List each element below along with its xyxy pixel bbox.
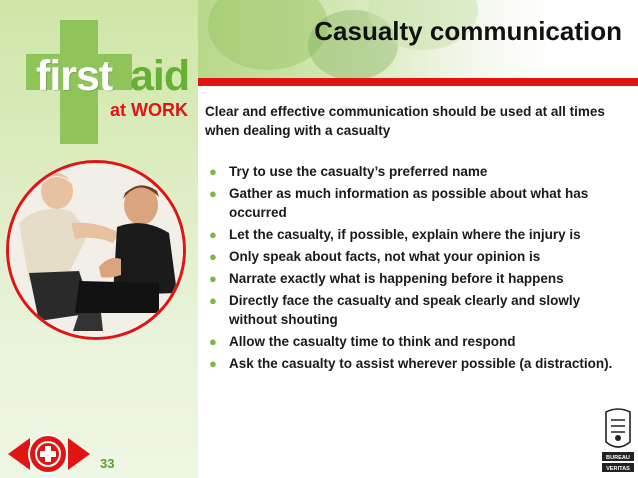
svg-text:VERITAS: VERITAS bbox=[606, 466, 630, 472]
list-item: ● Ask the casualty to assist wherever possible (a distraction). bbox=[209, 356, 613, 371]
photo-illustration bbox=[9, 163, 183, 337]
next-slide-button[interactable] bbox=[68, 438, 90, 470]
bullet-icon: ● bbox=[209, 293, 217, 308]
header-divider bbox=[198, 78, 638, 86]
logo-tagline: at WORK bbox=[110, 100, 188, 120]
bullet-icon: ● bbox=[209, 164, 217, 179]
list-item: ● Gather as much information as possible about what has occurred bbox=[209, 186, 589, 220]
bullet-icon: ● bbox=[209, 186, 217, 201]
intro-text: Clear and effective communication should be used at all times when dealing with a casualty bbox=[205, 104, 605, 138]
list-item: ● Let the casualty, if possible, explain where the injury is bbox=[209, 227, 581, 242]
list-item: ● Try to use the casualty’s preferred name bbox=[209, 164, 488, 179]
bullet-icon: ● bbox=[209, 249, 217, 264]
bureau-logo-text: BUREAU bbox=[606, 455, 630, 461]
bullet-icon: ● bbox=[209, 227, 217, 242]
page-number: 33 bbox=[100, 456, 115, 471]
home-cross-button[interactable] bbox=[28, 434, 68, 474]
casualty-photo bbox=[6, 160, 186, 340]
list-item: ● Only speak about facts, not what your opinion is bbox=[209, 249, 541, 264]
logo-aid-text: aid bbox=[130, 52, 190, 100]
bullet-icon: ● bbox=[209, 334, 217, 349]
bullet-list bbox=[205, 162, 625, 373]
sidebar bbox=[0, 0, 198, 478]
slide-title: Casualty communication bbox=[314, 16, 622, 46]
list-item: ● Directly face the casualty and speak clearly and slowly without shouting bbox=[209, 293, 581, 327]
slide-navigation bbox=[8, 434, 90, 474]
slide-content bbox=[205, 102, 625, 376]
bullet-icon: ● bbox=[209, 271, 217, 286]
list-item: ● Narrate exactly what is happening before it happens bbox=[209, 271, 564, 286]
logo-first-text: first bbox=[36, 52, 113, 100]
list-item: ● Allow the casualty time to think and respond bbox=[209, 334, 516, 349]
bureau-veritas-logo bbox=[600, 408, 636, 474]
bullet-icon: ● bbox=[209, 356, 217, 371]
previous-slide-button[interactable] bbox=[8, 438, 30, 470]
